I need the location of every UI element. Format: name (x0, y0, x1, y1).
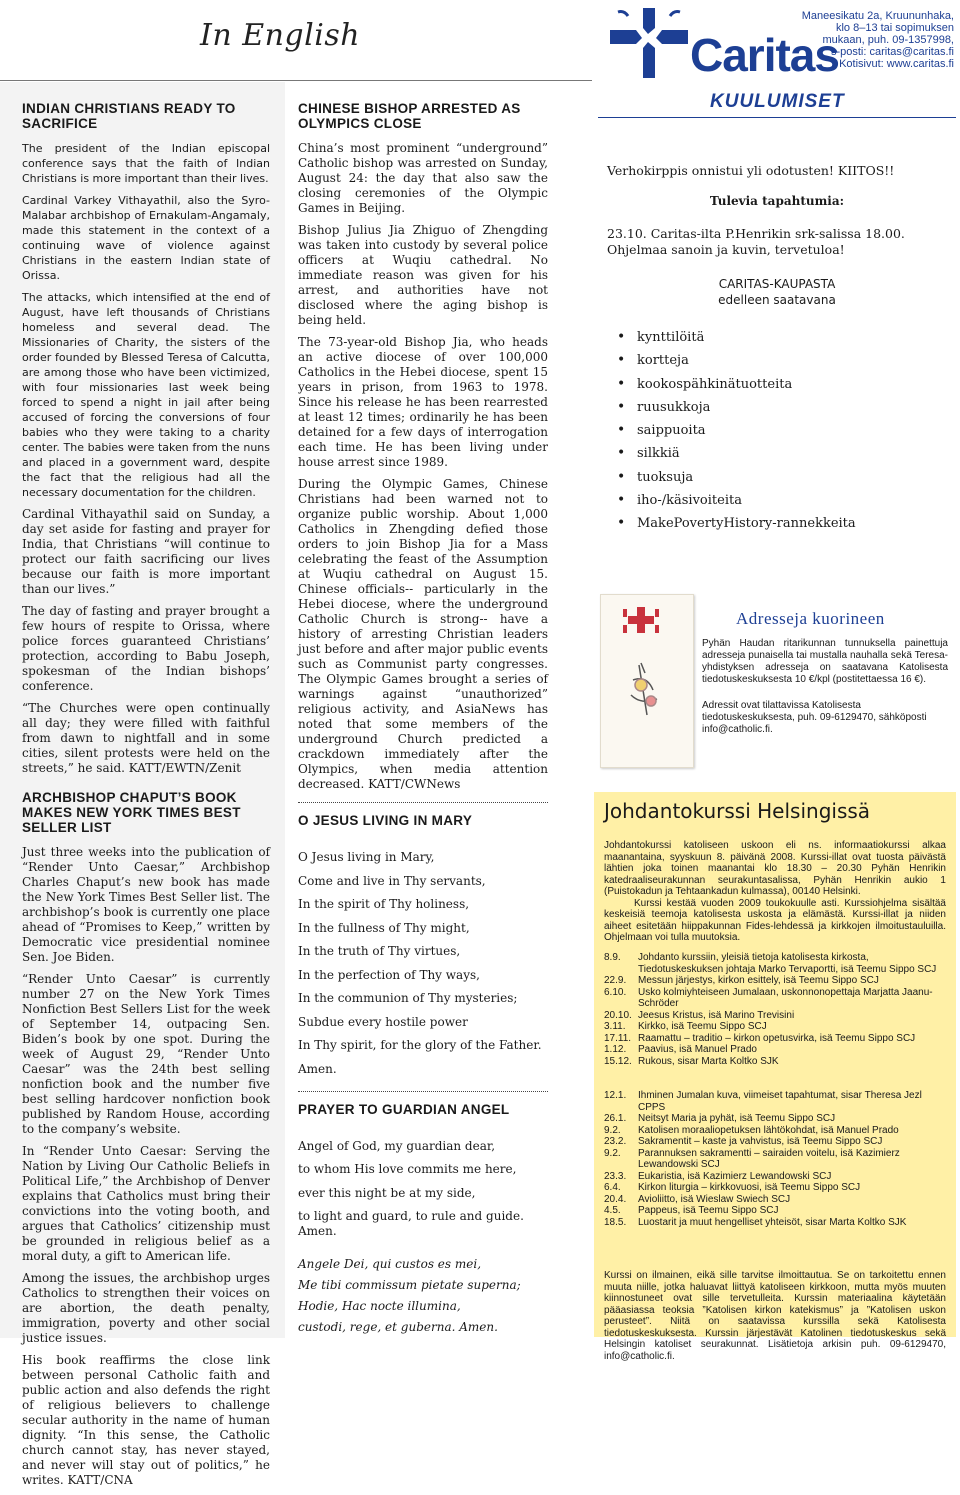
schedule-row (604, 1113, 946, 1125)
schedule-date: 23.3. (604, 1170, 627, 1182)
prayer-line: Come and live in Thy servants, (298, 873, 486, 888)
section-title: In English (200, 18, 361, 53)
schedule-row (604, 1010, 946, 1022)
shop-item: • ruusukkoja (617, 400, 856, 423)
schedule-topic: Jeesus Kristus, isä Marino Trevisini (638, 1009, 795, 1021)
shop-item: • iho-/käsivoiteita (617, 493, 856, 516)
header-rule (0, 80, 592, 81)
schedule-topic: Eukaristia, isä Kazimierz Lewandowski SCJ (638, 1170, 832, 1182)
schedule-date: 8.9. (604, 952, 621, 963)
article-title-indian-christians: INDIAN CHRISTIANS READY TO SACRIFICE (22, 101, 236, 131)
schedule-date: 4.5. (604, 1205, 621, 1216)
schedule-row (604, 1217, 946, 1229)
schedule-topic: Parannuksen sakramentti – sairaiden voitelu, isä Kazimierz Lewandowski SCJ (638, 1147, 900, 1170)
shop-item: • silkkiä (617, 446, 856, 469)
shop-item: • kookospähkinätuotteita (617, 377, 856, 400)
schedule-row (604, 1044, 946, 1056)
prayer-line: Subdue every hostile power (298, 1014, 468, 1029)
caritas-cross-icon (610, 8, 688, 78)
course-schedule-spring (604, 1090, 946, 1228)
prayer-line: to whom His love commits me here, (298, 1162, 517, 1176)
schedule-row (604, 1090, 946, 1113)
article-paragraph: Bishop Julius Jia Zhiguo of Zhengding was taken into custody by several police officers at Wuqiu cathedral. No immediate reason was given for his arrest, and authorities have not disclosed where the aging bishop is being held. (298, 223, 548, 327)
caritas-contact (774, 10, 954, 70)
article-paragraph: In “Render Unto Caesar: Serving the Nation by Living Our Catholic Beliefs in Political Life,” the Archbishop of Denver explains that Catholics must bring their convictions into the voting booth, and argues that Catholics’ citizenship must be grounded in religious belief as a moral duty, a gift to American life. (22, 1144, 270, 1263)
ad-title: Adresseja kuorineen (736, 609, 885, 628)
course-intro-text: Johdantokurssi katoliseen uskoon eli ns. informaatiokurssi alkaa maanantaina, syyskuun 8. päivänä 2008. Kurssi-illat ovat tuosta päivästä lähtien joka toinen maanantai klo 18.30 – 20.30 Pyhän Henrikin katedraaliseurakunnan seurakuntasalissa, Pyhän Henrikin aukio 1 (Puistokadun ja Tehtaankadun kulmassa), 00140 Helsinki. (604, 840, 946, 897)
news-heading-rule (598, 117, 956, 118)
shop-item: • MakePovertyHistory-rannekkeita (617, 516, 856, 539)
schedule-date: 17.11. (604, 1032, 632, 1044)
schedule-date: 9.2. (604, 1147, 621, 1159)
schedule-topic: Paavius, isä Manuel Prado (638, 1044, 757, 1055)
article-paragraph: The attacks, which intensified at the end of August, have left thousands of Christians homeless and several dead. The Missionaries of Charity, the sisters of the order founded by Blessed Teresa of Calcutta, are among those who have been victimized, with four missionaries last week being forced to spend a night in jail after being accused of forcing the conversions of four babies who they were taking to a charity center. The babies were taken from the nuns and placed in a government ward, despite the fact that the religious had all the necessary documentation for the children. (22, 291, 270, 499)
course-intro-text: Kurssi kestää vuoden 2009 toukokuulle asti. Kurssiohjelma sisältää keskeisiä teemoja katolisesta uskosta ja elämästä. Kurssi-illat ja niiden aiheet esitetään hiippakunnan Fides-lehdessä ja kirkkojen ilmoitustauluilla. Ohjelmaan voi tulla muutoksia. (604, 897, 946, 943)
schedule-date: 6.10. (604, 986, 627, 998)
schedule-topic: Johdanto kurssiin, yleisiä tietoja katolisesta kirkosta, Tiedotuskeskuksen johtaja Marko Tervaportti, isä Teemu Sippo SCJ (638, 952, 937, 975)
article-title-chaput-book: ARCHBISHOP CHAPUT’S BOOK MAKES NEW YORK TIMES BEST SELLER LIST (22, 790, 241, 835)
ad-contact: Adressit ovat tilattavissa Katolisesta tiedotuskeskuksesta, puh. 09-6129470, sähköposti info@catholic.fi. (702, 700, 927, 735)
prayer-line: In the communion of Thy mysteries; (298, 991, 518, 1005)
caritas-wordmark: Caritas (690, 29, 839, 81)
shop-heading: CARITAS-KAUPASTA (718, 277, 836, 291)
schedule-topic: Neitsyt Maria ja pyhät, isä Teemu Sippo SCJ (638, 1113, 836, 1124)
schedule-date: 20.10. (604, 1009, 632, 1021)
schedule-row (604, 1171, 946, 1183)
schedule-date: 18.5. (604, 1216, 627, 1228)
prayer-latin (298, 1257, 548, 1335)
schedule-topic: Usko kolmiyhteiseen Jumalaan, uskonnonopettaja Marjatta Jaanu-Schröder (638, 986, 933, 1009)
shop-item-list (617, 330, 856, 540)
schedule-topic: Rukous, sisar Marta Koltko SJK (638, 1055, 779, 1067)
schedule-row (604, 1194, 946, 1206)
schedule-row (604, 1033, 946, 1045)
latin-line: Angele Dei, qui custos es mei, (298, 1257, 482, 1271)
contact-line: Kotisivut: www.caritas.fi (839, 58, 954, 70)
schedule-row (604, 1056, 946, 1068)
prayer-line: In the fullness of Thy might, (298, 920, 470, 935)
prayer-line: In the perfection of Thy ways, (298, 967, 480, 982)
article-paragraph: His book reaffirms the close link between personal Catholic faith and public action and also defends the right of religious believers to challenge secular authority in the name of human dignity. “In this sense, the Catholic church cannot stay, has never stayed, and never will stay out of politics,” he writes. KATT/CNA (22, 1353, 270, 1487)
article-paragraph: China’s most prominent “underground” Catholic bishop was arrested on Sunday, August 24: the day that also saw the closing ceremonies of the Olympic Games in Beijing. (298, 141, 548, 215)
prayer-title-guardian-angel: PRAYER TO GUARDIAN ANGEL (298, 1101, 510, 1117)
dotted-divider (298, 1091, 548, 1092)
article-paragraph: Just three weeks into the publication of “Render Unto Caesar,” Archbishop Charles Chaput’s new book has made the New York Times Best Seller list. The archbishop’s book is currently one place ahead of “Promises to Keep,” written by Democratic vice presidential nominee Sen. Joe Biden. (22, 845, 270, 964)
article-paragraph: Cardinal Varkey Vithayathil, also the Syro-Malabar archbishop of Ernakulam-Angamaly, made this statement in the context of a continuing wave of violence against Christians in the eastern Indian state of Orissa. (22, 194, 270, 282)
prayer-line: In the truth of Thy virtues, (298, 944, 461, 958)
intro-course-box (594, 792, 956, 1362)
article-paragraph: The president of the Indian episcopal conference says that the faith of Indian Christians is more important than their lives. (22, 142, 270, 185)
latin-line: Me tibi commissum pietate superna; (298, 1278, 521, 1292)
course-intro (604, 840, 946, 944)
course-title: Johdantokurssi Helsingissä (604, 799, 871, 823)
cross-emblem-icon (601, 595, 693, 767)
schedule-date: 23.2. (604, 1136, 627, 1147)
schedule-date: 22.9. (604, 975, 627, 986)
news-line: Verhokirppis onnistui yli odotusten! KIITOS!! (607, 163, 895, 178)
schedule-topic: Avioliitto, isä Wieslaw Swiech SCJ (638, 1193, 791, 1205)
shop-item: • kynttilöitä (617, 330, 856, 353)
shop-subheading: edelleen saatavana (718, 293, 836, 307)
schedule-row (604, 1148, 946, 1171)
shop-item: • kortteja (617, 353, 856, 376)
article-paragraph: The day of fasting and prayer brought a few hours of respite to Orissa, where police forces guaranteed Christians’ protection, according to Babu Joseph, spokesman of the Indian bishops’ conference. (22, 604, 270, 693)
schedule-topic: Pappeus, isä Teemu Sippo SCJ (638, 1205, 779, 1216)
schedule-row (604, 987, 946, 1010)
shop-item: • saippuoita (617, 423, 856, 446)
schedule-row (604, 952, 946, 975)
schedule-row (604, 1182, 946, 1194)
schedule-date: 1.12. (604, 1044, 627, 1055)
middle-article-column (298, 101, 548, 1341)
contact-line: s-posti: caritas@caritas.fi (830, 46, 954, 58)
schedule-date: 12.1. (604, 1090, 627, 1101)
prayer-jesus-in-mary (298, 850, 548, 1077)
article-title-chinese-bishop: CHINESE BISHOP ARRESTED AS OLYMPICS CLOSE (298, 101, 521, 131)
schedule-topic: Sakramentit – kaste ja vahvistus, isä Teemu Sippo SCJ (638, 1136, 883, 1147)
greeting-cards-ad (598, 594, 954, 774)
prayer-title-jesus-in-mary: O JESUS LIVING IN MARY (298, 813, 473, 828)
prayer-line: ever this night be at my side, (298, 1185, 476, 1200)
left-article-column (22, 101, 270, 1495)
schedule-topic: Luostarit ja muut hengelliset yhteisöt, sisar Marta Koltko SJK (638, 1216, 907, 1228)
schedule-date: 15.12. (604, 1055, 632, 1067)
article-paragraph: “Render Unto Caesar” is currently number 27 on the New York Times Nonfiction Best Sellers List for the week of September 14, outpacing Sen. Biden’s book by one spot. During the week of August 29, “Render Unto Caesar” was the 24th best selling nonfiction book and the number five best selling hardcover nonfiction book published by Random House, according to the company’s website. (22, 972, 270, 1136)
latin-line: Hodie, Hac nocte illumina, (298, 1299, 461, 1313)
contact-line: klo 8–13 tai sopimuksen (835, 22, 954, 34)
article-paragraph: Among the issues, the archbishop urges Catholics to strengthen their voices on are abortion, the death penalty, immigration, poverty and other social justice issues. (22, 1271, 270, 1345)
events-text: 23.10. Caritas-ilta P.Henrikin srk-salissa 18.00. Ohjelmaa sanoin ja kuvin, tervetuloa! (607, 226, 905, 257)
contact-line: mukaan, puh. 09-1357998, (822, 34, 954, 46)
events-heading: Tulevia tapahtumia: (709, 194, 845, 208)
news-heading: KUULUMISET (710, 91, 845, 112)
schedule-date: 6.4. (604, 1182, 621, 1193)
schedule-date: 26.1. (604, 1113, 627, 1124)
prayer-line: Amen. (298, 1061, 337, 1076)
prayer-line: In the spirit of Thy holiness, (298, 897, 470, 911)
prayer-line: to light and guard, to rule and guide. Amen. (298, 1209, 524, 1238)
contact-line: Maneesikatu 2a, Kruununhaka, (801, 10, 954, 22)
article-paragraph: During the Olympic Games, Chinese Christians had been warned not to organize public worship. About 1,000 Catholics in Zhengding defied those orders to join Bishop Jia for a Mass celebrating the feast of the Assumption at Wuqiu cathedral on August 15. Chinese officials-- particularly in the Hebei diocese, where the underground Catholic Church is strong-- have a history of arresting Christian leaders just before and after major public events such as Communist party congresses. The Olympic Games brought a series of warnings against “unauthorized” religious activity, and AsiaNews has noted that some members of the underground Church predicted a crackdown immediately after the Olympics, when media attention decreased. KATT/CWNews (298, 477, 548, 791)
dotted-divider (298, 802, 548, 803)
article-paragraph: Cardinal Vithayathil said on Sunday, a day set aside for fasting and prayer for India, that Christians “will continue to protect our faith sacrificing our lives because our faith is more important than our lives.” (22, 507, 270, 596)
schedule-topic: Kirkko, isä Teemu Sippo SCJ (638, 1021, 767, 1032)
article-paragraph: “The Churches were open continually all day; they were filled with faithful from dawn to nightfall and in some cities, silent protests were held on the streets,” he said. KATT/EWTN/Zenit (22, 701, 270, 775)
schedule-topic: Katolisen moraaliopetuksen lähtökohdat, isä Manuel Prado (638, 1124, 899, 1136)
ad-text: Pyhän Haudan ritarikunnan tunnuksella painettuja adresseja punaisella tai mustalla nauhalla sekä Teresa-yhdistyksen adresseja on saatavana Katolisesta tiedotuskeskuksesta 10 €/kpl (postitettaessa 16 €). (702, 638, 948, 685)
prayer-line: Angel of God, my guardian dear, (298, 1138, 496, 1153)
course-footer: Kurssi on ilmainen, eikä sille tarvitse ilmoittautua. Se on tarkoitettu ennen muuta niille, jotka haluavat liittyä katoliseen kirkkoon, mutta myös muuten kiinnostuneet ovat sille tervetulleita. Kurssin materiaalina käytetään pääasiassa teoksia ”Katolisen kirkon katekismus” ja ”Katolisen uskon perusteet”. Niitä on saatavissa kurssilla sekä Katolisesta tiedotuskeskuksesta. Kurssin järjestävät Katolinen tiedotuskeskus sekä Helsingin katoliset seurakunnat. Lisätietoja arkisin puh. 09-6129470, info@catholic.fi. (604, 1270, 946, 1362)
schedule-date: 9.2. (604, 1124, 621, 1136)
schedule-topic: Messun järjestys, kirkon esittely, isä Teemu Sippo SCJ (638, 975, 879, 986)
shop-item: • tuoksuja (617, 470, 856, 493)
schedule-date: 20.4. (604, 1193, 627, 1205)
schedule-topic: Kirkon liturgia – kirkkovuosi, isä Teemu Sippo SCJ (638, 1182, 861, 1193)
schedule-row (604, 975, 946, 987)
latin-line: custodi, rege, et guberna. Amen. (298, 1320, 498, 1334)
schedule-date: 3.11. (604, 1021, 626, 1032)
schedule-row (604, 1205, 946, 1217)
article-paragraph: The 73-year-old Bishop Jia, who heads an active diocese of over 100,000 Catholics in the Hebei diocese, spent 15 years in prison, from 1963 to 1978. Since his release he has been rearrested at least 12 times; ordinarily he has been detained for a few days of interrogation each time. He has been living under house arrest since 1989. (298, 335, 548, 469)
schedule-topic: Ihminen Jumalan kuva, viimeiset tapahtumat, sisar Theresa Jezl CPPS (638, 1090, 922, 1113)
prayer-line: O Jesus living in Mary, (298, 850, 435, 864)
schedule-row (604, 1021, 946, 1033)
schedule-row (604, 1136, 946, 1148)
schedule-topic: Raamattu – traditio – kirkon opetusvirka, isä Teemu Sippo SCJ (638, 1032, 916, 1044)
prayer-line: In Thy spirit, for the glory of the Father. (298, 1038, 542, 1052)
card-image (600, 594, 694, 768)
course-schedule-autumn (604, 952, 946, 1067)
prayer-guardian-angel (298, 1139, 548, 1240)
schedule-row (604, 1125, 946, 1137)
